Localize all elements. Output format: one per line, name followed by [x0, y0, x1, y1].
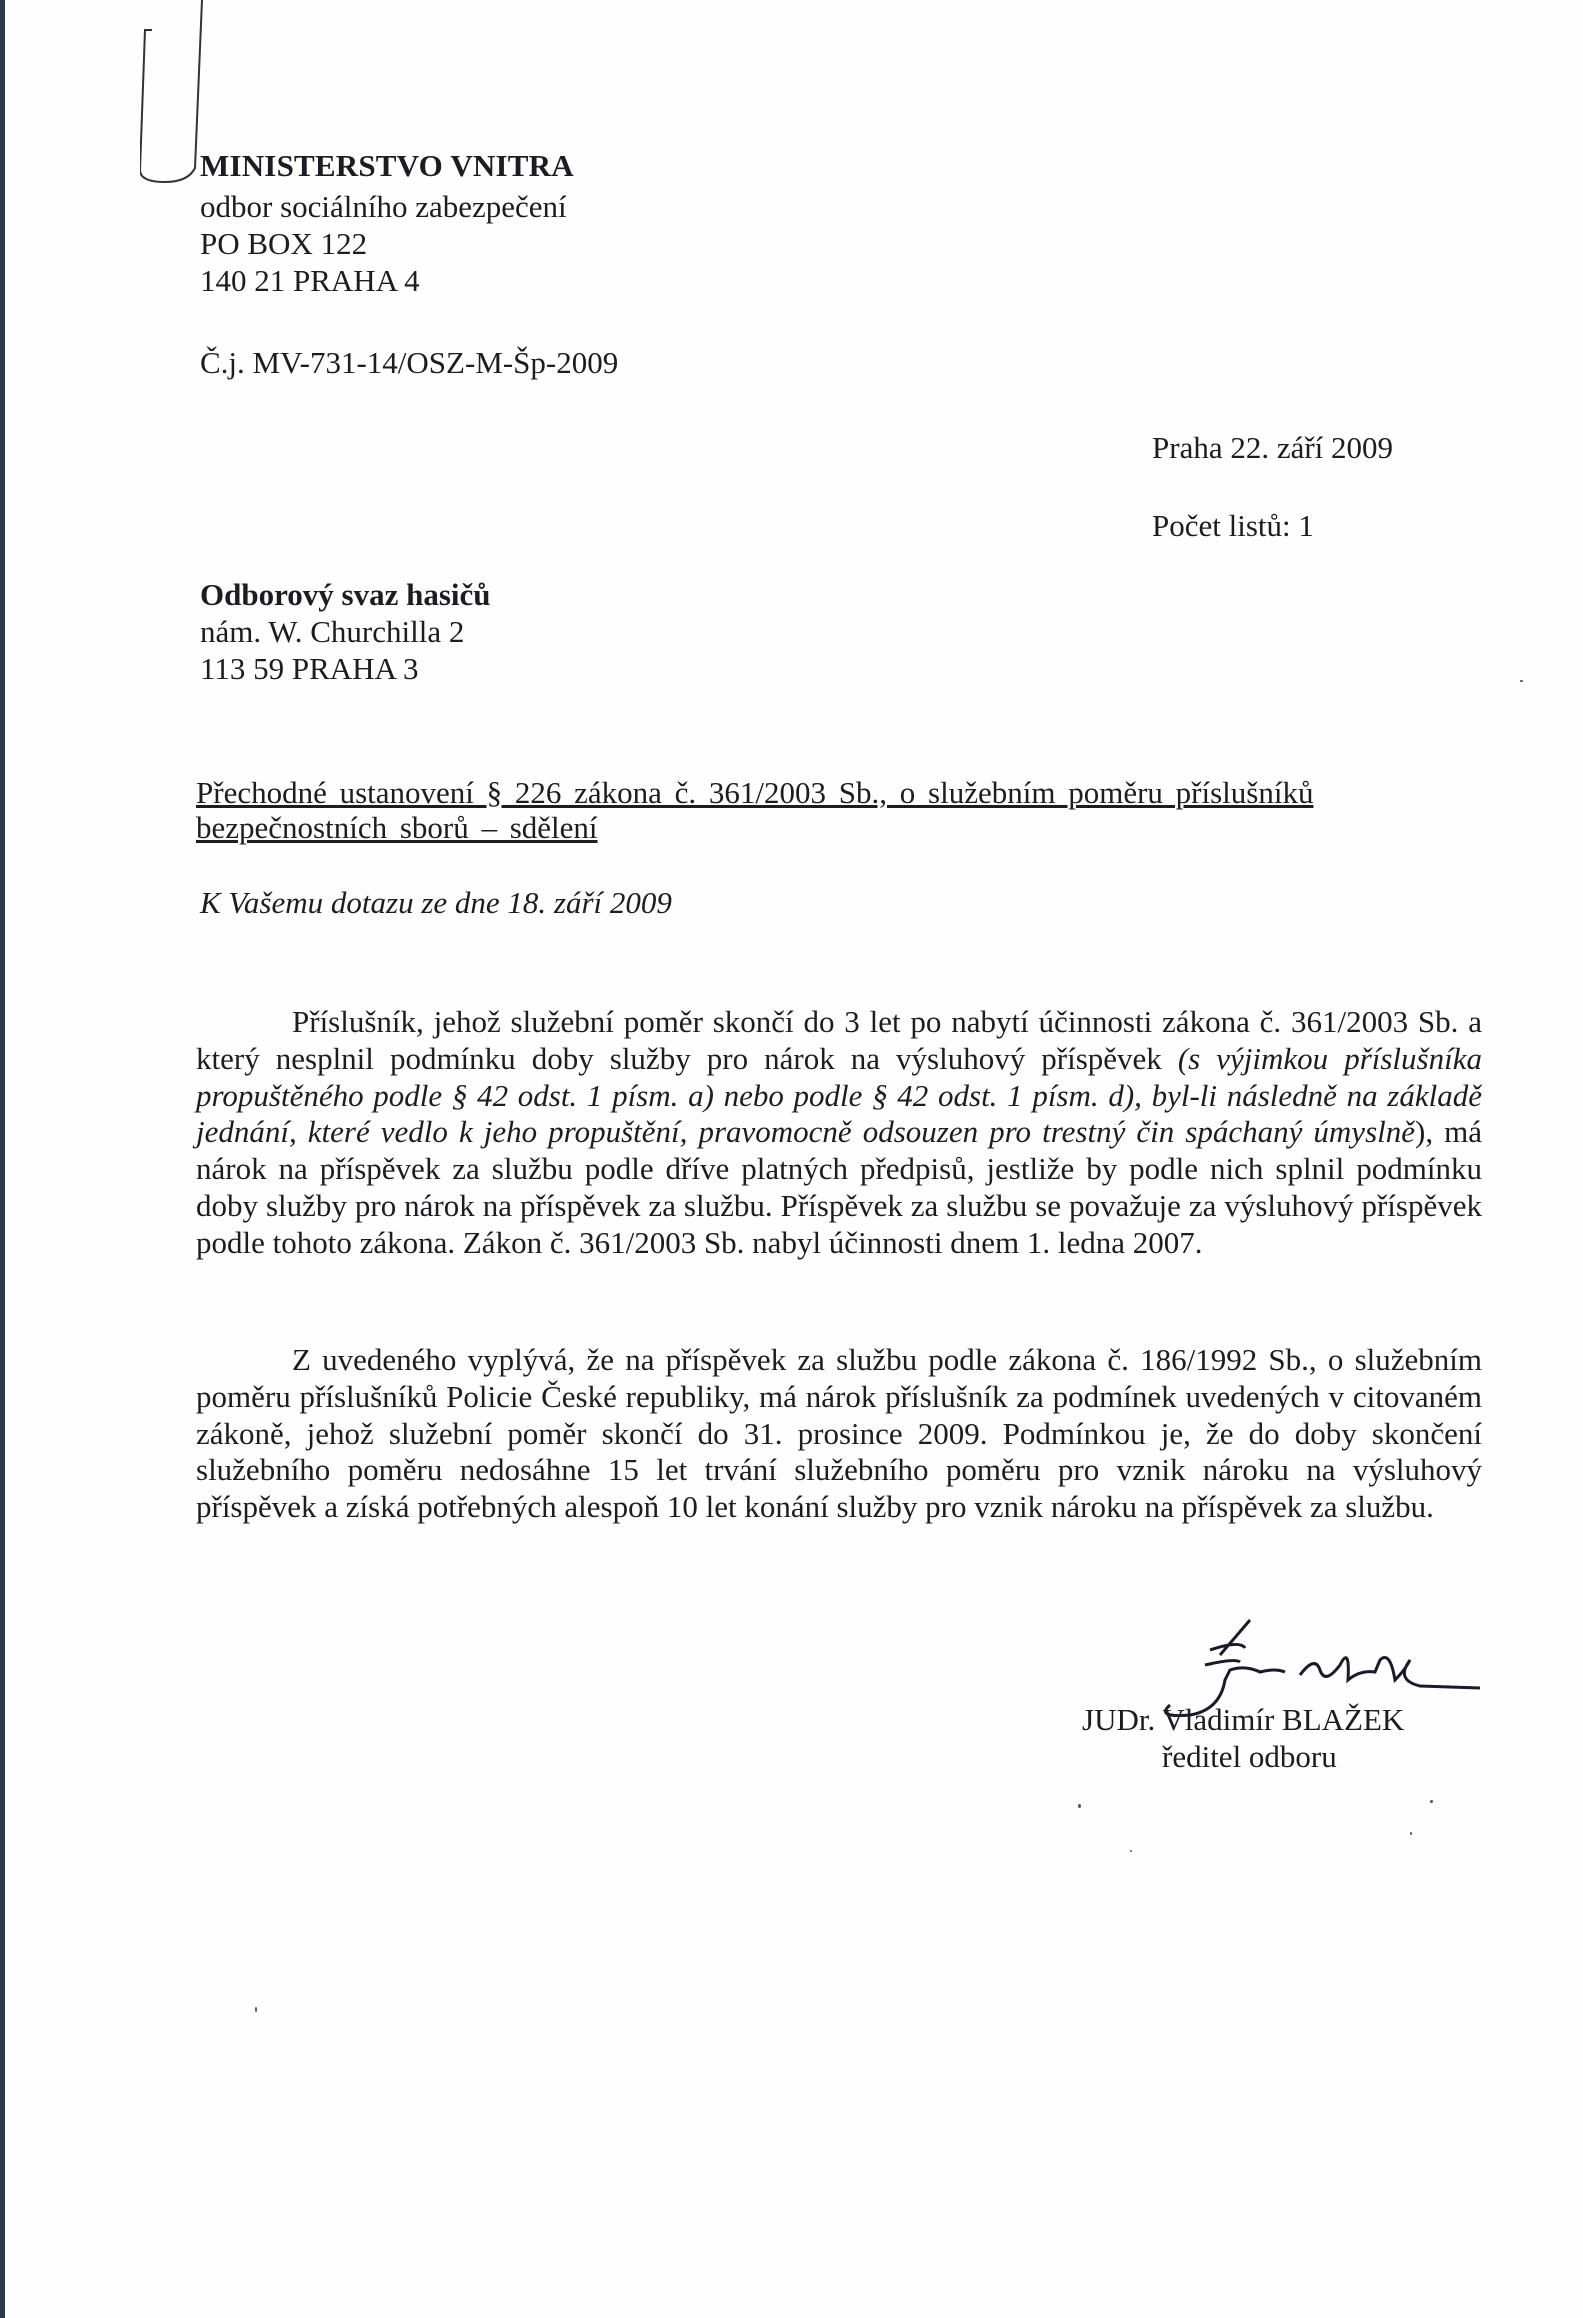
subject	[196, 775, 1482, 845]
sheet-count: Počet listů: 1	[1152, 508, 1314, 543]
subject-line-2: bezpečnostních sborů – sdělení	[196, 810, 598, 845]
subject-line-1: Přechodné ustanovení § 226 zákona č. 361/2003 Sb., o služebním poměru příslušníků	[196, 775, 1314, 810]
paragraph-1-part-1: Příslušník, jehož služební poměr skončí do 3 let po nabytí účinnosti zákona č. 361/2003 Sb. a který nesplnil podmínku doby služby pro nárok na výsluhový příspěvek	[196, 1004, 1482, 1076]
sender-ministry: MINISTERSTVO VNITRA	[200, 148, 574, 183]
signatory-name: JUDr. Vladimír BLAŽEK	[1082, 1702, 1405, 1737]
scan-speck	[1520, 680, 1523, 682]
signatory-title: ředitel odboru	[1162, 1739, 1337, 1774]
paragraph-2-text: Z uvedeného vyplývá, že na příspěvek za službu podle zákona č. 186/1992 Sb., o služebním poměru příslušníků Policie České republiky, má nárok příslušník za podmínek uvedených v citovaném zákoně, jehož služební poměr skončí do 31. prosince 2009. Podmínkou je, že do doby skončení služebního poměru nedosáhne 15 let trvání služebního poměru pro vznik nároku na výsluhový příspěvek a získá potřebných alespoň 10 let konání služby pro vznik nároku na příspěvek za službu.	[196, 1342, 1482, 1525]
body-paragraph-1	[196, 1004, 1482, 1262]
recipient-street: nám. W. Churchilla 2	[200, 614, 465, 649]
scan-speck	[255, 2007, 257, 2012]
scan-speck	[1410, 1832, 1412, 1835]
scan-speck	[1430, 1800, 1433, 1803]
place-date: Praha 22. září 2009	[1152, 430, 1394, 465]
paragraph-1-italic: (s výjimkou příslušníka propuštěného podle § 42 odst. 1 písm. a) nebo podle § 42 odst. 1 písm. d), byl-li následně na základě jednání, které vedlo k jeho propuštění, pravomocně odsouzen pro trestný čin spáchaný úmyslně	[196, 1040, 1482, 1150]
sender-department: odbor sociálního zabezpečení	[200, 189, 567, 224]
reference-number: Č.j. MV-731-14/OSZ-M-Šp-2009	[200, 345, 619, 380]
scan-border	[0, 0, 5, 2318]
scan-speck	[1078, 1804, 1081, 1808]
scan-speck	[1130, 1850, 1132, 1852]
recipient-city: 113 59 PRAHA 3	[200, 651, 419, 686]
sender-city: 140 21 PRAHA 4	[200, 263, 420, 298]
reference-line: K Vašemu dotazu ze dne 18. září 2009	[200, 885, 672, 920]
recipient-name: Odborový svaz hasičů	[200, 577, 491, 612]
body-paragraph-2	[196, 1342, 1482, 1526]
sender-po-box: PO BOX 122	[200, 226, 368, 261]
paragraph-1-part-2: ), má nárok na příspěvek za službu podle dříve platných předpisů, jestliže by podle nich splnil podmínku doby služby pro nárok na příspěvek za službu. Příspěvek za službu se považuje za výsluhový příspěvek podle tohoto zákona. Zákon č. 361/2003 Sb. nabyl účinnosti dnem 1. ledna 2007.	[196, 1114, 1483, 1260]
